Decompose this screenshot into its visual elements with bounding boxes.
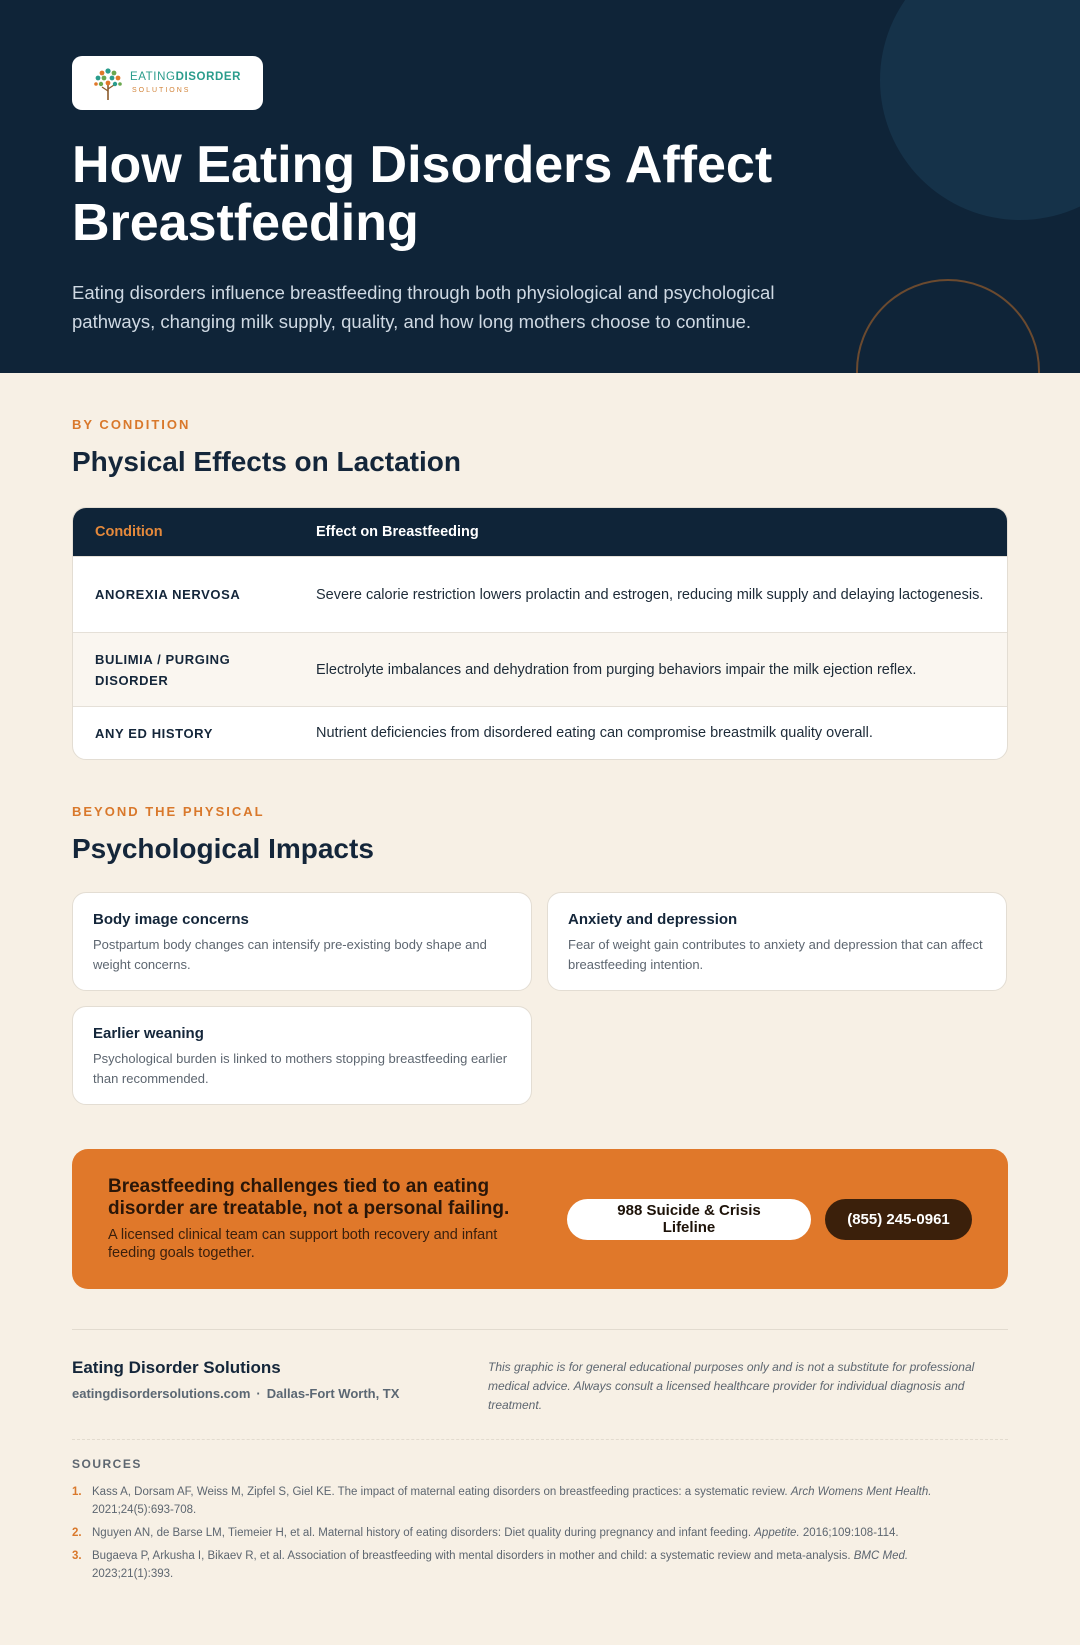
table-row <box>73 556 1007 632</box>
card-title: Earlier weaning <box>93 1025 204 1042</box>
impact-card-weaning <box>72 1006 532 1105</box>
source-item <box>72 1547 1008 1583</box>
effect-cell: Electrolyte imbalances and dehydration from purging behaviors impair the milk ejection reflex. <box>316 661 917 678</box>
footer-info <box>72 1330 1008 1439</box>
sources-divider <box>72 1439 1008 1440</box>
callout-text <box>108 1176 518 1262</box>
citation-journal: BMC Med. <box>853 1550 909 1562</box>
org-info <box>72 1358 488 1415</box>
logo-word-solutions: SOLUTIONS <box>132 87 191 95</box>
section-eyebrow: BEYOND THE PHYSICAL <box>72 804 265 819</box>
citation-details: 2023;21(1):393. <box>92 1568 174 1580</box>
call-phone-button[interactable]: (855) 245-0961 <box>825 1199 972 1240</box>
impact-card-anxiety <box>547 892 1007 991</box>
source-number: 2. <box>72 1527 82 1539</box>
table-header <box>73 508 1007 556</box>
impact-cards <box>72 892 1008 1105</box>
citation-text: Kass A, Dorsam AF, Weiss M, Zipfel S, Giel KE. The impact of maternal eating disorders on breastfeeding practices: a systematic review. <box>92 1486 791 1498</box>
logo-wordmark <box>130 72 241 95</box>
meta-separator: · <box>256 1386 261 1401</box>
logo-word-eating: EATING <box>130 70 176 83</box>
citation-journal: Arch Womens Ment Health. <box>790 1486 932 1498</box>
card-title: Anxiety and depression <box>568 911 738 928</box>
citation-details: 2021;24(5):693-708. <box>92 1504 197 1516</box>
callout-body: A licensed clinical team can support both recovery and infant feeding goals together. <box>108 1227 498 1261</box>
page-title: How Eating Disorders Affect Breastfeeding <box>72 136 773 252</box>
source-citation <box>92 1524 992 1542</box>
sources-heading: SOURCES <box>72 1457 142 1471</box>
logo-line1 <box>130 72 241 84</box>
callout-buttons <box>567 1199 972 1240</box>
citation-text: Bugaeva P, Arkusha I, Bikaev R, et al. Association of breastfeeding with mental disorders in mother and child: a systematic review and meta-analysis. <box>92 1550 854 1562</box>
table-row <box>73 632 1007 706</box>
effect-cell: Nutrient deficiencies from disordered eating can compromise breastmilk quality overall. <box>316 725 873 741</box>
crisis-lifeline-button[interactable]: 988 Suicide & Crisis Lifeline <box>567 1199 811 1240</box>
physical-effects-section <box>0 373 1080 760</box>
page-footer <box>0 1289 1080 1583</box>
column-header-effect: Effect on Breastfeeding <box>316 524 479 540</box>
source-number: 3. <box>72 1550 82 1562</box>
disclaimer-text: This graphic is for general educational purposes only and is not a substitute for professional medical advice. Always consult a licensed healthcare provider for individual diagnosis and treatment. <box>488 1360 975 1412</box>
logo-word-disorder: DISORDER <box>175 70 242 83</box>
org-location: Dallas-Fort Worth, TX <box>266 1386 400 1401</box>
source-citation <box>92 1547 992 1583</box>
sources-list <box>72 1483 1008 1583</box>
column-header-condition: Condition <box>95 524 163 540</box>
source-number: 1. <box>72 1486 82 1498</box>
citation-text: Nguyen AN, de Barse LM, Tiemeier H, et al. Maternal history of eating disorders: Diet quality during pregnancy and infant feeding. <box>92 1527 755 1539</box>
card-body: Fear of weight gain contributes to anxiety and depression that can affect breastfeeding intention. <box>568 937 983 972</box>
card-body: Postpartum body changes can intensify pre-existing body shape and weight concerns. <box>93 937 487 972</box>
psychological-impacts-section <box>0 760 1080 1289</box>
condition-cell: BULIMIA / PURGING DISORDER <box>95 651 231 688</box>
citation-details: 2016;109:108-114. <box>799 1527 899 1539</box>
source-item <box>72 1524 1008 1542</box>
callout-title: Breastfeeding challenges tied to an eating disorder are treatable, not a personal failing. <box>108 1176 510 1219</box>
website-link[interactable]: eatingdisordersolutions.com <box>72 1386 251 1401</box>
section-title: Psychological Impacts <box>72 833 374 864</box>
source-item <box>72 1483 1008 1519</box>
decorative-circle <box>880 0 1080 220</box>
tree-logo-icon <box>92 65 124 101</box>
condition-cell: ANOREXIA NERVOSA <box>95 587 241 602</box>
condition-cell: ANY ED HISTORY <box>95 725 213 741</box>
card-title: Body image concerns <box>93 911 249 928</box>
conditions-table <box>72 507 1008 760</box>
effect-cell: Severe calorie restriction lowers prolactin and estrogen, reducing milk supply and delaying lactogenesis. <box>316 586 984 603</box>
impact-card-body-image <box>72 892 532 991</box>
source-citation <box>92 1483 992 1519</box>
org-name: Eating Disorder Solutions <box>72 1358 281 1377</box>
org-meta <box>72 1386 488 1401</box>
decorative-ring <box>856 279 1040 373</box>
section-title: Physical Effects on Lactation <box>72 446 461 477</box>
page-subtitle: Eating disorders influence breastfeeding through both physiological and psychological pathways, changing milk supply, quality, and how long mothers choose to continue. <box>72 282 775 332</box>
table-row <box>73 706 1007 759</box>
help-callout <box>72 1149 1008 1289</box>
brand-logo[interactable] <box>72 56 263 110</box>
hero-banner <box>0 0 1080 373</box>
citation-journal: Appetite. <box>754 1527 800 1539</box>
section-eyebrow: BY CONDITION <box>72 417 191 432</box>
card-body: Psychological burden is linked to mothers stopping breastfeeding earlier than recommended. <box>93 1051 508 1086</box>
